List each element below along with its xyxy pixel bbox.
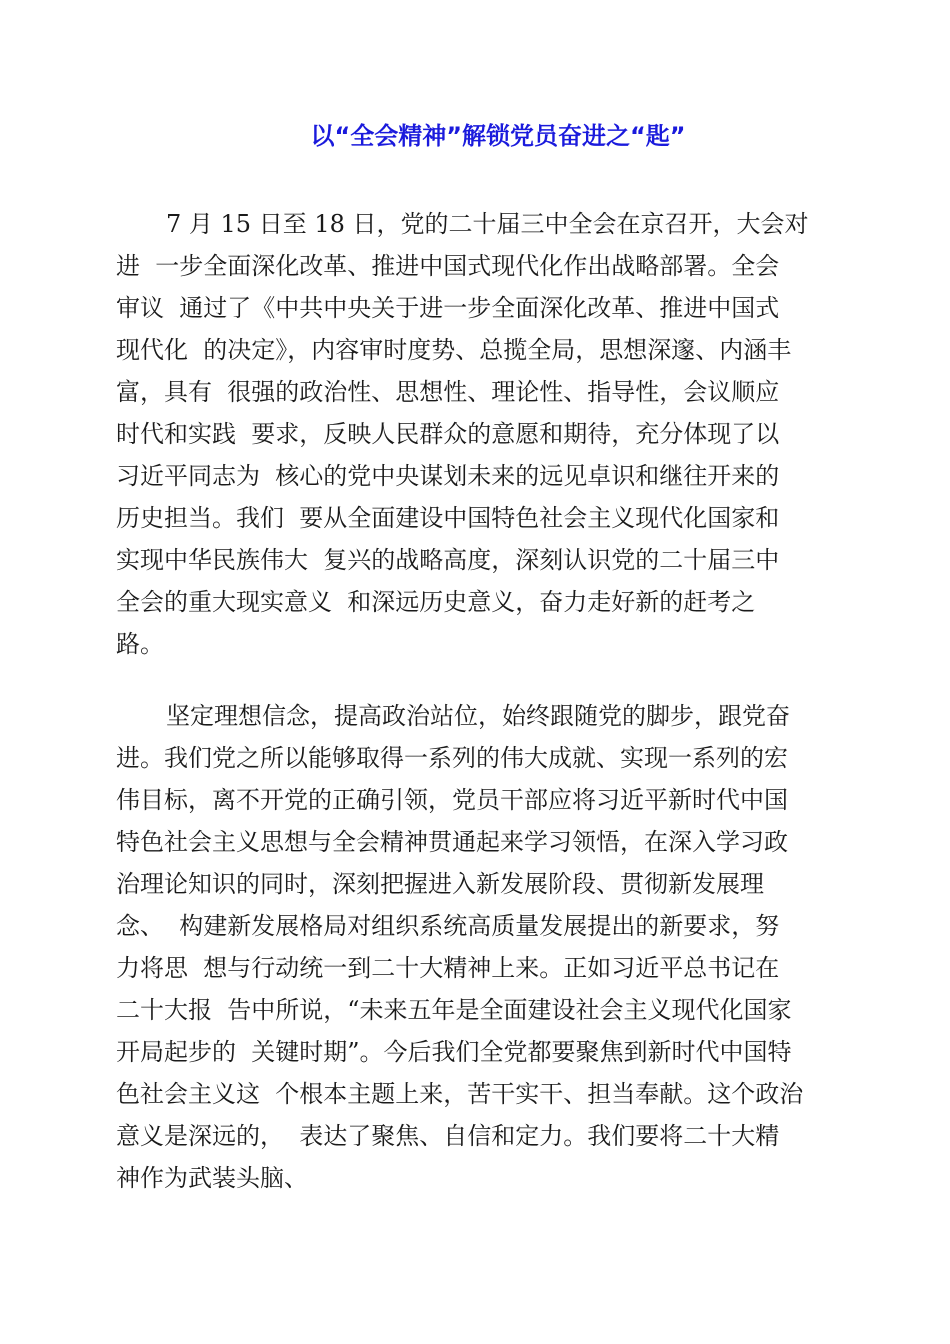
paragraph-line: 特色社会主义思想与全会精神贯通起来学习领悟，在深入学习政 (116, 828, 788, 856)
paragraph-line: 富，具有 很强的政治性、思想性、理论性、指导性，会议顺应 (116, 378, 780, 406)
paragraph-line: 念、 构建新发展格局对组织系统高质量发展提出的新要求，努 (116, 912, 780, 940)
paragraph-line: 时代和实践 要求，反映人民群众的意愿和期待，充分体现了以 (116, 420, 780, 448)
paragraph-line: 力将思 想与行动统一到二十大精神上来。正如习近平总书记在 (116, 954, 780, 982)
paragraph-line: 实现中华民族伟大 复兴的战略高度，深刻认识党的二十届三中 (116, 546, 780, 574)
paragraph-line: 色社会主义这 个根本主题上来，苦干实干、担当奉献。这个政治 (116, 1080, 804, 1108)
paragraph-line: 二十大报 告中所说，“未来五年是全面建设社会主义现代化国家 (116, 996, 792, 1024)
paragraph-line: 坚定理想信念，提高政治站位，始终跟随党的脚步，跟党奋 (166, 702, 790, 730)
paragraph-line: 全会的重大现实意义 和深远历史意义，奋力走好新的赶考之 (116, 588, 756, 616)
paragraph-line: 现代化 的决定》，内容审时度势、总揽全局，思想深邃、内涵丰 (116, 336, 792, 364)
paragraph-line: 历史担当。我们 要从全面建设中国特色社会主义现代化国家和 (116, 504, 780, 532)
paragraph-2 (116, 695, 836, 1199)
paragraph-line: 审议 通过了《中共中央关于进一步全面深化改革、推进中国式 (116, 294, 780, 322)
paragraph-line: 习近平同志为 核心的党中央谋划未来的远见卓识和继往开来的 (116, 462, 780, 490)
paragraph-line: 神作为武装头脑、 (116, 1164, 308, 1192)
paragraph-line: 路。 (116, 630, 164, 658)
paragraph-line: 7 月 15 日至 18 日，党的二十届三中全会在京召开，大会对 (166, 210, 809, 238)
paragraph-line: 开局起步的 关键时期”。今后我们全党都要聚焦到新时代中国特 (116, 1038, 792, 1066)
document-title: 以“全会精神”解锁党员奋进之“匙” (310, 122, 686, 150)
paragraph-line: 进 一步全面深化改革、推进中国式现代化作出战略部署。全会 (116, 252, 780, 280)
paragraph-line: 治理论知识的同时，深刻把握进入新发展阶段、贯彻新发展理 (116, 870, 764, 898)
paragraph-spacer (116, 665, 836, 695)
document-body (116, 203, 836, 1199)
paragraph-line: 进。我们党之所以能够取得一系列的伟大成就、实现一系列的宏 (116, 744, 788, 772)
paragraph-line: 伟目标，离不开党的正确引领，党员干部应将习近平新时代中国 (116, 786, 788, 814)
paragraph-1 (116, 203, 836, 665)
paragraph-line: 意义是深远的， 表达了聚焦、自信和定力。我们要将二十大精 (116, 1122, 780, 1150)
